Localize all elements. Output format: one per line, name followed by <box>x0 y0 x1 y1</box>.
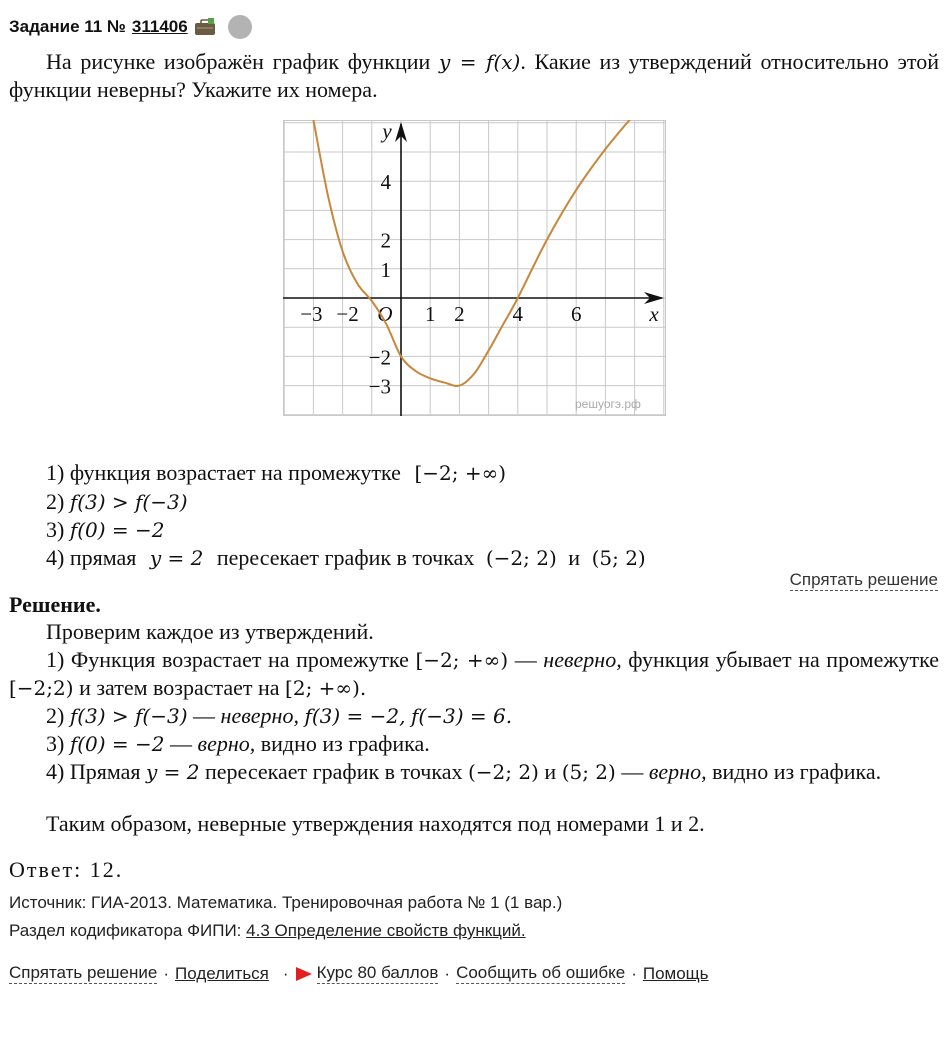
x-tick-label: 4 <box>512 302 524 326</box>
codifier-label: Раздел кодификатора ФИПИ: <box>9 921 242 940</box>
sol2-m3: f(−3) = 6. <box>411 704 513 728</box>
sol2-m1: f(3) > f(−3) <box>69 704 188 728</box>
sol1-dash: — <box>514 647 537 672</box>
statement-3-num: 3) <box>46 517 65 542</box>
task-header <box>9 15 252 39</box>
statement-1 <box>46 459 506 487</box>
watermark: решуогэ.рф <box>575 397 641 411</box>
footer-sep-3: · <box>444 963 451 983</box>
sol4-m1: y = 2 <box>146 760 200 784</box>
footer-links <box>9 963 709 984</box>
y-tick-label: 2 <box>380 228 391 253</box>
grid-border <box>284 121 666 416</box>
statement-4-text3: и <box>568 545 581 570</box>
sol3-m: f(0) = −2 <box>69 732 165 756</box>
y-tick-label: 1 <box>380 257 391 282</box>
sol3-verdict: верно, <box>197 731 256 756</box>
y-tick-label: 4 <box>380 170 391 195</box>
statement-1-text: функция возрастает на промежутке <box>69 460 401 485</box>
briefcase-icon[interactable] <box>194 18 216 36</box>
solution-intro: Проверим каждое из утверждений. <box>46 619 374 644</box>
sol4-dash: — <box>621 759 644 784</box>
x-axis-label: x <box>649 302 659 326</box>
function-graph <box>283 120 666 416</box>
problem-text-a: На рисунке изображён график функции <box>46 49 431 74</box>
solution-item-3 <box>46 730 430 758</box>
statement-4-num: 4) <box>46 545 65 570</box>
sol2-dash: — <box>193 703 216 728</box>
x-tick-label: 6 <box>570 302 582 326</box>
y-tick-label: −2 <box>368 345 391 370</box>
solution-item-4 <box>9 758 939 786</box>
footer-share[interactable]: Поделиться <box>175 963 269 983</box>
solution-conclusion: Таким образом, неверные утверждения находятся под номерами 1 и 2. <box>46 811 705 836</box>
footer-sep-2: · <box>282 963 289 983</box>
statement-4 <box>46 544 646 572</box>
sol1-verdict: неверно, <box>543 647 622 672</box>
footer-hide-solution[interactable]: Спрятать решение <box>9 963 158 982</box>
sol4-b: пересекает график в точках <box>205 759 463 784</box>
hide-solution-link[interactable]: Спрятать решение <box>789 570 938 589</box>
solution-item-1 <box>9 646 939 702</box>
footer-help[interactable]: Помощь <box>642 963 709 983</box>
sol3-text: видно из графика. <box>260 731 430 756</box>
sol3-num: 3) <box>46 731 65 756</box>
problem-text <box>9 48 939 104</box>
grid <box>283 120 666 416</box>
sol2-num: 2) <box>46 703 65 728</box>
sol3-dash: — <box>170 731 193 756</box>
statement-2-math: f(3) > f(−3) <box>69 490 188 514</box>
sol1-m1: [−2; +∞) <box>415 648 509 672</box>
statement-4-math2: (−2; 2) <box>485 546 557 570</box>
task-number-link[interactable]: 311406 <box>131 17 188 36</box>
statement-1-math: [−2; +∞) <box>414 461 507 485</box>
solution-title: Решение. <box>9 592 101 617</box>
footer-report-error[interactable]: Сообщить об ошибке <box>456 963 626 982</box>
sol4-m2: (−2; 2) <box>467 760 539 784</box>
sol4-c: и <box>544 759 557 784</box>
sol1-b: функция убывает на промежутке <box>628 647 940 672</box>
y-tick-label: −3 <box>368 374 391 399</box>
sol4-verdict: верно, <box>648 759 707 784</box>
source-text: Источник: ГИА-2013. Математика. Тренировочная работа № 1 (1 вар.) <box>9 893 563 912</box>
sol2-verdict: неверно, <box>220 703 299 728</box>
statement-4-text2: пересекает график в точках <box>216 545 475 570</box>
footer-sep-1: · <box>163 963 170 983</box>
function-curve <box>313 120 634 386</box>
footer-course[interactable]: Курс 80 баллов <box>316 963 439 982</box>
sol4-d: видно из графика. <box>712 759 882 784</box>
footer-sep-4: · <box>631 963 637 983</box>
statement-3-math: f(0) = −2 <box>69 518 165 542</box>
statement-4-text: прямая <box>69 545 137 570</box>
solution-item-2 <box>46 702 512 730</box>
statement-2-num: 2) <box>46 489 65 514</box>
statement-1-num: 1) <box>46 460 65 485</box>
answer: Ответ: 12. <box>9 857 124 882</box>
play-icon[interactable] <box>295 966 313 982</box>
statement-4-math1: y = 2 <box>149 546 204 570</box>
problem-text-b: . Какие из утверждений относительно этой функции неверны? Укажите их номера. <box>9 49 940 102</box>
status-circle-icon[interactable] <box>228 15 252 39</box>
codifier-link[interactable]: 4.3 Определение свойств функций. <box>246 921 526 940</box>
sol1-m3: [2; +∞). <box>285 676 367 700</box>
statement-2 <box>46 488 188 516</box>
x-tick-label: 1 <box>424 302 436 326</box>
problem-func: y = f(x) <box>438 50 521 74</box>
codifier-row <box>9 921 526 941</box>
sol2-m2: f(3) = −2, <box>304 704 406 728</box>
sol1-c: и затем возрастает на <box>79 675 280 700</box>
y-axis-label: y <box>382 120 392 143</box>
sol1-a: 1) Функция возрастает на промежутке <box>46 647 409 672</box>
x-tick-label: −3 <box>300 302 323 326</box>
sol4-m3: (5; 2) <box>561 760 616 784</box>
x-tick-label: O <box>377 302 393 326</box>
x-tick-label: −2 <box>336 302 359 326</box>
task-label: Задание 11 № <box>9 17 126 36</box>
statement-4-math3: (5; 2) <box>591 546 646 570</box>
sol1-m2: [−2;2) <box>9 676 74 700</box>
sol4-a: 4) Прямая <box>46 759 141 784</box>
statement-3 <box>46 516 165 544</box>
x-tick-label: 2 <box>454 302 465 326</box>
